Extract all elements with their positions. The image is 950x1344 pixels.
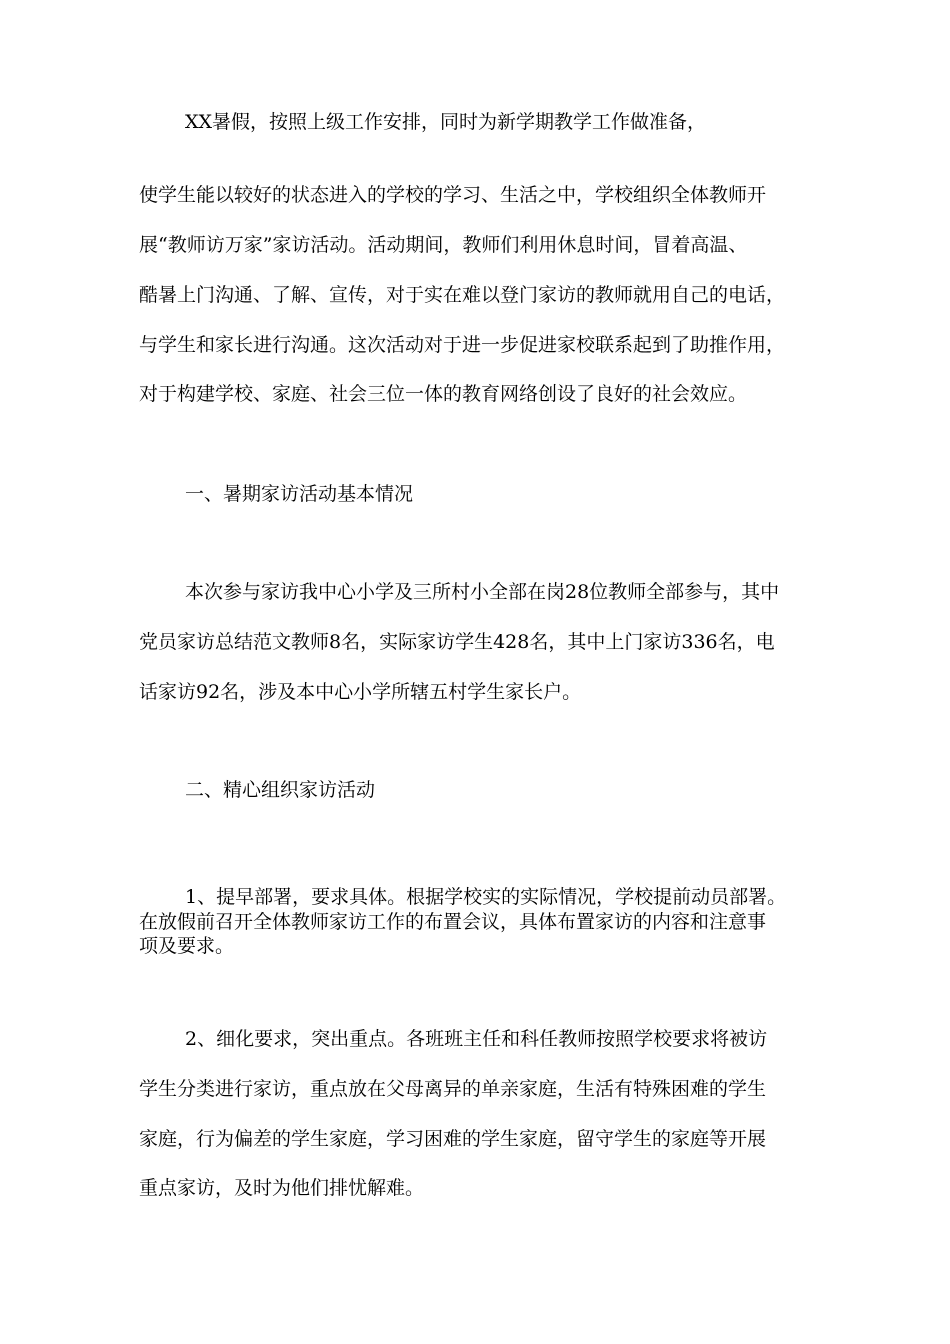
section2-item1-line-2: 在放假前召开全体教师家访工作的布置会议，具体布置家访的内容和注意事 bbox=[139, 911, 767, 933]
intro-line-4: 酷暑上门沟通、了解、宣传，对于实在难以登门家访的教师就用自己的电话， bbox=[139, 284, 786, 306]
intro-line-2: 使学生能以较好的状态进入的学校的学习、生活之中，学校组织全体教师开 bbox=[139, 184, 767, 206]
section2-item2-line-4: 重点家访，及时为他们排忧解难。 bbox=[139, 1177, 425, 1199]
section2-item2-line-3: 家庭，行为偏差的学生家庭，学习困难的学生家庭，留守学生的家庭等开展 bbox=[139, 1128, 767, 1150]
section2-item2-line-2: 学生分类进行家访，重点放在父母离异的单亲家庭，生活有特殊困难的学生 bbox=[139, 1078, 767, 1100]
section1-heading: 一、暑期家访活动基本情况 bbox=[185, 483, 414, 505]
intro-line-3: 展“教师访万家”家访活动。活动期间，教师们利用休息时间，冒着高温、 bbox=[139, 234, 748, 256]
section1-line-2: 党员家访总结范文教师8名，实际家访学生428名，其中上门家访336名，电 bbox=[139, 631, 775, 653]
section2-item1-line-3: 项及要求。 bbox=[139, 935, 235, 957]
section2-heading: 二、精心组织家访活动 bbox=[185, 779, 376, 801]
intro-line-6: 对于构建学校、家庭、社会三位一体的教育网络创设了良好的社会效应。 bbox=[139, 383, 748, 405]
section1-line-1: 本次参与家访我中心小学及三所村小全部在岗28位教师全部参与，其中 bbox=[185, 581, 780, 603]
section1-line-3: 话家访92名，涉及本中心小学所辖五村学生家长户。 bbox=[139, 681, 582, 703]
section2-item2-line-1: 2、细化要求，突出重点。各班班主任和科任教师按照学校要求将被访 bbox=[185, 1028, 768, 1050]
intro-line-1: XX暑假，按照上级工作安排，同时为新学期教学工作做准备， bbox=[185, 111, 707, 133]
intro-line-5: 与学生和家长进行沟通。这次活动对于进一步促进家校联系起到了助推作用， bbox=[139, 334, 786, 356]
section2-item1-line-1: 1、提早部署，要求具体。根据学校实的实际情况，学校提前动员部署。 bbox=[185, 886, 787, 908]
